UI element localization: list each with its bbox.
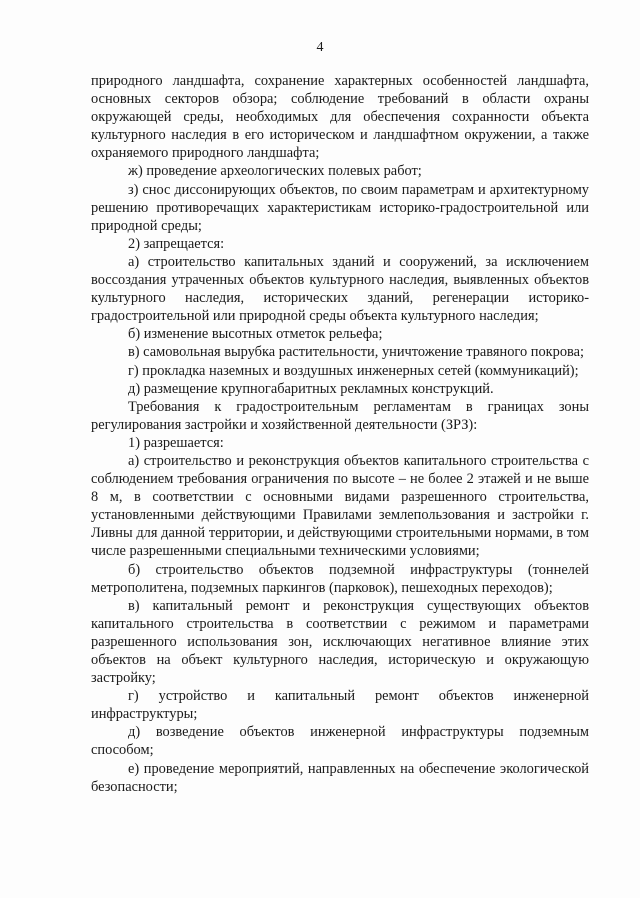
paragraph-item-z: з) снос диссонирующих объектов, по своим параметрам и архитектурному решению противоречащих характеристикам историко-градостроительной или природной среды;: [91, 181, 589, 234]
paragraph-prohibited-g: г) прокладка наземных и воздушных инженерных сетей (коммуникаций);: [128, 362, 579, 379]
paragraph-prohibited-v: в) самовольная вырубка растительности, уничтожение травяного покрова;: [128, 344, 585, 361]
paragraph-continuation: природного ландшафта, сохранение характерных особенностей ландшафта, основных секторов обзора; соблюдение требований в области охраны окружающей среды, необходимых для обеспечения сохранности объекта культурного наследия в его историческом и ландшафтном окружении, а также охраняемого природного ландшафта;: [91, 73, 589, 162]
paragraph-allowed-d: д) возведение объектов инженерной инфраструктуры подземным способом;: [91, 724, 589, 759]
paragraph-item-zh: ж) проведение археологических полевых работ;: [128, 163, 422, 180]
document-body: [91, 72, 589, 796]
paragraph-allowed-g: г) устройство и капитальный ремонт объектов инженерной инфраструктуры;: [91, 688, 589, 723]
paragraph-allowed-b: б) строительство объектов подземной инфраструктуры (тоннелей метрополитена, подземных паркингов (парковок), пешеходных переходов);: [91, 561, 589, 596]
page-number: 4: [316, 40, 324, 55]
paragraph-prohibited-a: а) строительство капитальных зданий и сооружений, за исключением воссоздания утраченных объектов культурного наследия, выявленных объектов культурного наследия, исторических зданий, регенерации историко-градостроительной или природной среды объекта культурного наследия;: [91, 253, 589, 325]
paragraph-allowed-v: в) капитальный ремонт и реконструкция существующих объектов капитального строительства в соответствии с режимом и параметрами разрешенного использования зон, исключающих негативное влияние этих объектов на объект культурного наследия, историческую и окружающую застройку;: [91, 597, 589, 687]
paragraph-allowed-heading: 1) разрешается:: [128, 434, 224, 451]
paragraph-prohibited-d: д) размещение крупногабаритных рекламных конструкций.: [128, 380, 494, 397]
paragraph-prohibited-b: б) изменение высотных отметок рельефа;: [128, 326, 383, 343]
paragraph-allowed-e: е) проведение мероприятий, направленных на обеспечение экологической безопасности;: [91, 760, 589, 795]
paragraph-prohibited-heading: 2) запрещается:: [128, 235, 225, 252]
paragraph-zrz-requirements: Требования к градостроительным регламентам в границах зоны регулирования застройки и хозяйственной деятельности (ЗРЗ):: [91, 398, 589, 433]
paragraph-allowed-a: а) строительство и реконструкция объектов капитального строительства с соблюдением требования ограничения по высоте – не более 2 этажей и не выше 8 м, в соответствии с основными видами разрешенного строительства, установленными действующими Правилами землепользования и застройки г. Ливны для данной территории, и действующими строительными нормами, в том числе разрешенными специальными техническими условиями;: [91, 452, 589, 560]
